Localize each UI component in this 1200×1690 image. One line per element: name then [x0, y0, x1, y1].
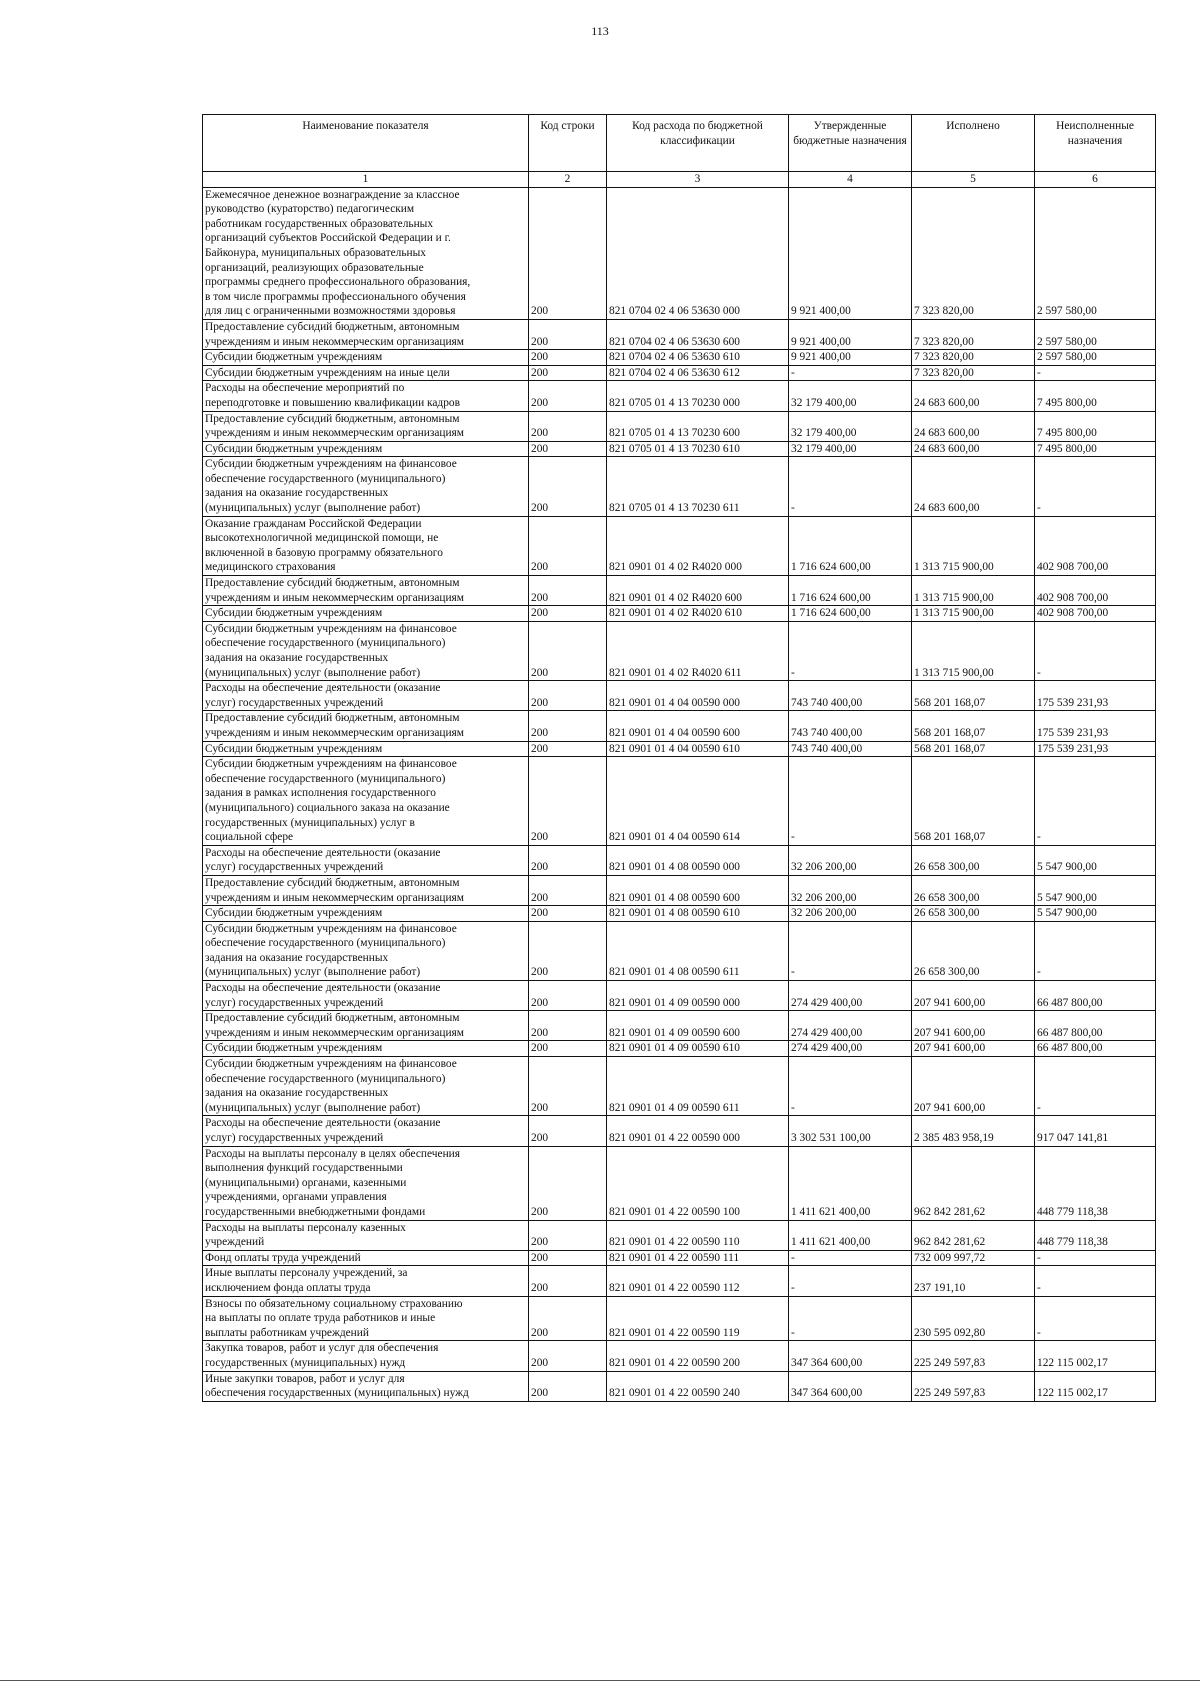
row-code: 200	[529, 621, 607, 680]
row-executed: 207 941 600,00	[912, 1011, 1035, 1041]
row-code: 200	[529, 1011, 607, 1041]
row-unexecuted: -	[1035, 757, 1156, 846]
row-unexecuted: 122 115 002,17	[1035, 1341, 1156, 1371]
row-approved: 32 206 200,00	[789, 845, 912, 875]
row-unexecuted: 66 487 800,00	[1035, 1041, 1156, 1057]
row-unexecuted: 7 495 800,00	[1035, 441, 1156, 457]
row-unexecuted: 66 487 800,00	[1035, 1011, 1156, 1041]
row-name: Субсидии бюджетным учреждениям	[203, 441, 529, 457]
row-code: 200	[529, 411, 607, 441]
table-row	[203, 350, 1156, 366]
column-number: 5	[912, 172, 1035, 188]
row-unexecuted: 175 539 231,93	[1035, 741, 1156, 757]
row-budget-code: 821 0901 01 4 02 R4020 611	[607, 621, 789, 680]
row-name: Субсидии бюджетным учреждениям на иные цели	[203, 365, 529, 381]
table-row	[203, 906, 1156, 922]
row-code: 200	[529, 1146, 607, 1220]
table-row	[203, 1220, 1156, 1250]
row-budget-code: 821 0901 01 4 02 R4020 000	[607, 516, 789, 575]
header-unexecuted: Неисполненные назначения	[1035, 115, 1156, 172]
table-row	[203, 187, 1156, 319]
row-approved: 32 179 400,00	[789, 411, 912, 441]
row-unexecuted: 2 597 580,00	[1035, 187, 1156, 319]
row-executed: 26 658 300,00	[912, 845, 1035, 875]
row-unexecuted: 448 779 118,38	[1035, 1146, 1156, 1220]
row-executed: 1 313 715 900,00	[912, 576, 1035, 606]
row-name: Расходы на обеспечение деятельности (оказание услуг) государственных учреждений	[203, 1116, 529, 1146]
table-row	[203, 1341, 1156, 1371]
row-name: Субсидии бюджетным учреждениям	[203, 741, 529, 757]
row-unexecuted: -	[1035, 1250, 1156, 1266]
row-budget-code: 821 0901 01 4 08 00590 600	[607, 875, 789, 905]
row-budget-code: 821 0901 01 4 22 00590 000	[607, 1116, 789, 1146]
row-code: 200	[529, 1341, 607, 1371]
row-budget-code: 821 0901 01 4 09 00590 611	[607, 1057, 789, 1116]
row-budget-code: 821 0901 01 4 04 00590 600	[607, 711, 789, 741]
row-unexecuted: 175 539 231,93	[1035, 681, 1156, 711]
row-code: 200	[529, 365, 607, 381]
row-approved: 32 206 200,00	[789, 906, 912, 922]
row-executed: 207 941 600,00	[912, 981, 1035, 1011]
row-code: 200	[529, 741, 607, 757]
row-budget-code: 821 0901 01 4 22 00590 110	[607, 1220, 789, 1250]
table-row	[203, 365, 1156, 381]
row-approved: 743 740 400,00	[789, 681, 912, 711]
row-budget-code: 821 0704 02 4 06 53630 610	[607, 350, 789, 366]
row-budget-code: 821 0705 01 4 13 70230 610	[607, 441, 789, 457]
row-budget-code: 821 0901 01 4 08 00590 611	[607, 921, 789, 980]
row-budget-code: 821 0704 02 4 06 53630 612	[607, 365, 789, 381]
row-approved: 9 921 400,00	[789, 319, 912, 349]
row-code: 200	[529, 606, 607, 622]
table-row	[203, 381, 1156, 411]
row-name: Взносы по обязательному социальному страхованию на выплаты по оплате труда работников и иные выплаты работникам учреждений	[203, 1296, 529, 1341]
page-number: 113	[591, 24, 609, 38]
row-name: Субсидии бюджетным учреждениям	[203, 906, 529, 922]
row-name: Субсидии бюджетным учреждениям	[203, 606, 529, 622]
row-unexecuted: -	[1035, 621, 1156, 680]
table-row	[203, 621, 1156, 680]
row-unexecuted: 917 047 141,81	[1035, 1116, 1156, 1146]
row-name: Субсидии бюджетным учреждениям на финансовое обеспечение государственного (муниципального) задания в рамках исполнения государственного (муниципального) социального заказа на оказание государственных (муниципальных) услуг в социальной сфере	[203, 757, 529, 846]
row-executed: 7 323 820,00	[912, 187, 1035, 319]
table-row	[203, 1116, 1156, 1146]
row-code: 200	[529, 441, 607, 457]
row-name: Иные выплаты персоналу учреждений, за исключением фонда оплаты труда	[203, 1266, 529, 1296]
row-executed: 225 249 597,83	[912, 1371, 1035, 1401]
row-budget-code: 821 0901 01 4 04 00590 000	[607, 681, 789, 711]
header-row-code: Код строки	[529, 115, 607, 172]
row-approved: 1 411 621 400,00	[789, 1146, 912, 1220]
row-budget-code: 821 0901 01 4 08 00590 610	[607, 906, 789, 922]
row-executed: 26 658 300,00	[912, 906, 1035, 922]
row-budget-code: 821 0901 01 4 22 00590 112	[607, 1266, 789, 1296]
row-name: Предоставление субсидий бюджетным, автономным учреждениям и иным некоммерческим организациям	[203, 1011, 529, 1041]
row-approved: 274 429 400,00	[789, 1011, 912, 1041]
table-row	[203, 1057, 1156, 1116]
row-code: 200	[529, 1220, 607, 1250]
row-name: Расходы на обеспечение деятельности (оказание услуг) государственных учреждений	[203, 845, 529, 875]
row-unexecuted: 5 547 900,00	[1035, 845, 1156, 875]
table-row	[203, 1146, 1156, 1220]
row-approved: 9 921 400,00	[789, 350, 912, 366]
row-approved: 347 364 600,00	[789, 1341, 912, 1371]
row-approved: 347 364 600,00	[789, 1371, 912, 1401]
row-executed: 1 313 715 900,00	[912, 606, 1035, 622]
row-name: Иные закупки товаров, работ и услуг для обеспечения государственных (муниципальных) нужд	[203, 1371, 529, 1401]
row-approved: 1 411 621 400,00	[789, 1220, 912, 1250]
row-unexecuted: -	[1035, 1057, 1156, 1116]
row-unexecuted: -	[1035, 1296, 1156, 1341]
row-approved: -	[789, 1296, 912, 1341]
row-executed: 225 249 597,83	[912, 1341, 1035, 1371]
column-number-row	[203, 172, 1156, 188]
row-budget-code: 821 0901 01 4 08 00590 000	[607, 845, 789, 875]
row-budget-code: 821 0901 01 4 09 00590 600	[607, 1011, 789, 1041]
row-name: Закупка товаров, работ и услуг для обеспечения государственных (муниципальных) нужд	[203, 1341, 529, 1371]
budget-execution-table	[202, 114, 1156, 1402]
column-number: 2	[529, 172, 607, 188]
row-approved: 743 740 400,00	[789, 711, 912, 741]
row-approved: 743 740 400,00	[789, 741, 912, 757]
row-executed: 1 313 715 900,00	[912, 516, 1035, 575]
row-executed: 7 323 820,00	[912, 350, 1035, 366]
row-executed: 732 009 997,72	[912, 1250, 1035, 1266]
row-name: Субсидии бюджетным учреждениям на финансовое обеспечение государственного (муниципального) задания на оказание государственных (муниципальных) услуг (выполнение работ)	[203, 621, 529, 680]
row-executed: 26 658 300,00	[912, 921, 1035, 980]
row-unexecuted: 175 539 231,93	[1035, 711, 1156, 741]
row-budget-code: 821 0901 01 4 22 00590 200	[607, 1341, 789, 1371]
row-approved: -	[789, 365, 912, 381]
row-unexecuted: 66 487 800,00	[1035, 981, 1156, 1011]
table-row	[203, 981, 1156, 1011]
row-code: 200	[529, 757, 607, 846]
row-approved: 32 206 200,00	[789, 875, 912, 905]
table-row	[203, 741, 1156, 757]
row-name: Расходы на выплаты персоналу в целях обеспечения выполнения функций государственными (муниципальными) органами, казенными учреждениями, органами управления государственными внебюджетными фондами	[203, 1146, 529, 1220]
row-budget-code: 821 0901 01 4 22 00590 240	[607, 1371, 789, 1401]
row-code: 200	[529, 319, 607, 349]
row-code: 200	[529, 875, 607, 905]
row-budget-code: 821 0901 01 4 22 00590 100	[607, 1146, 789, 1220]
table-row	[203, 681, 1156, 711]
row-unexecuted: 2 597 580,00	[1035, 319, 1156, 349]
row-name: Расходы на обеспечение мероприятий по переподготовке и повышению квалификации кадров	[203, 381, 529, 411]
table-row	[203, 1041, 1156, 1057]
table-row	[203, 441, 1156, 457]
row-unexecuted: -	[1035, 921, 1156, 980]
row-approved: -	[789, 757, 912, 846]
row-executed: 568 201 168,07	[912, 741, 1035, 757]
row-executed: 962 842 281,62	[912, 1220, 1035, 1250]
row-unexecuted: 7 495 800,00	[1035, 411, 1156, 441]
table-row	[203, 921, 1156, 980]
row-unexecuted: -	[1035, 1266, 1156, 1296]
row-executed: 7 323 820,00	[912, 365, 1035, 381]
table-row	[203, 1011, 1156, 1041]
row-code: 200	[529, 1057, 607, 1116]
row-unexecuted: 7 495 800,00	[1035, 381, 1156, 411]
bottom-scan-line	[0, 1680, 1200, 1681]
row-approved: 1 716 624 600,00	[789, 516, 912, 575]
row-approved: 32 179 400,00	[789, 441, 912, 457]
row-name: Предоставление субсидий бюджетным, автономным учреждениям и иным некоммерческим организациям	[203, 711, 529, 741]
row-code: 200	[529, 350, 607, 366]
row-executed: 24 683 600,00	[912, 411, 1035, 441]
row-name: Субсидии бюджетным учреждениям	[203, 1041, 529, 1057]
row-name: Предоставление субсидий бюджетным, автономным учреждениям и иным некоммерческим организациям	[203, 576, 529, 606]
table-row	[203, 711, 1156, 741]
row-approved: 274 429 400,00	[789, 981, 912, 1011]
table-row	[203, 1296, 1156, 1341]
row-unexecuted: 402 908 700,00	[1035, 516, 1156, 575]
row-name: Фонд оплаты труда учреждений	[203, 1250, 529, 1266]
row-budget-code: 821 0901 01 4 02 R4020 610	[607, 606, 789, 622]
row-code: 200	[529, 711, 607, 741]
row-executed: 24 683 600,00	[912, 457, 1035, 516]
row-approved: 3 302 531 100,00	[789, 1116, 912, 1146]
table-row	[203, 845, 1156, 875]
row-code: 200	[529, 906, 607, 922]
row-code: 200	[529, 981, 607, 1011]
row-budget-code: 821 0705 01 4 13 70230 000	[607, 381, 789, 411]
row-code: 200	[529, 516, 607, 575]
row-code: 200	[529, 1041, 607, 1057]
row-executed: 230 595 092,80	[912, 1296, 1035, 1341]
row-executed: 1 313 715 900,00	[912, 621, 1035, 680]
row-code: 200	[529, 576, 607, 606]
column-number: 6	[1035, 172, 1156, 188]
row-name: Ежемесячное денежное вознаграждение за классное руководство (кураторство) педагогическим работникам государственных образовательных организаций субъектов Российской Федерации и г. Байконура, муниципальных образовательных организаций, реализующих образовательные программы среднего профессионального образования, в том числе программы профессионального обучения для лиц с ограниченными возможностями здоровья	[203, 187, 529, 319]
row-budget-code: 821 0901 01 4 22 00590 111	[607, 1250, 789, 1266]
row-name: Субсидии бюджетным учреждениям на финансовое обеспечение государственного (муниципального) задания на оказание государственных (муниципальных) услуг (выполнение работ)	[203, 1057, 529, 1116]
row-unexecuted: 5 547 900,00	[1035, 875, 1156, 905]
table-row	[203, 516, 1156, 575]
row-executed: 2 385 483 958,19	[912, 1116, 1035, 1146]
row-unexecuted: 122 115 002,17	[1035, 1371, 1156, 1401]
row-name: Оказание гражданам Российской Федерации высокотехнологичной медицинской помощи, не включенной в базовую программу обязательного медицинского страхования	[203, 516, 529, 575]
table-row	[203, 411, 1156, 441]
row-executed: 207 941 600,00	[912, 1041, 1035, 1057]
table-row	[203, 875, 1156, 905]
table-row	[203, 319, 1156, 349]
table-row	[203, 1266, 1156, 1296]
row-unexecuted: 448 779 118,38	[1035, 1220, 1156, 1250]
table-row	[203, 757, 1156, 846]
header-executed: Исполнено	[912, 115, 1035, 172]
row-approved: 274 429 400,00	[789, 1041, 912, 1057]
row-approved: -	[789, 1057, 912, 1116]
row-executed: 568 201 168,07	[912, 681, 1035, 711]
table-row	[203, 576, 1156, 606]
row-name: Предоставление субсидий бюджетным, автономным учреждениям и иным некоммерческим организациям	[203, 875, 529, 905]
row-unexecuted: 402 908 700,00	[1035, 576, 1156, 606]
table-row	[203, 1250, 1156, 1266]
row-code: 200	[529, 1116, 607, 1146]
row-code: 200	[529, 457, 607, 516]
row-name: Предоставление субсидий бюджетным, автономным учреждениям и иным некоммерческим организациям	[203, 319, 529, 349]
row-code: 200	[529, 1266, 607, 1296]
row-executed: 24 683 600,00	[912, 441, 1035, 457]
table-row	[203, 606, 1156, 622]
row-budget-code: 821 0901 01 4 22 00590 119	[607, 1296, 789, 1341]
row-code: 200	[529, 381, 607, 411]
row-code: 200	[529, 187, 607, 319]
row-approved: 32 179 400,00	[789, 381, 912, 411]
row-unexecuted: 5 547 900,00	[1035, 906, 1156, 922]
row-budget-code: 821 0901 01 4 09 00590 000	[607, 981, 789, 1011]
row-executed: 24 683 600,00	[912, 381, 1035, 411]
row-executed: 237 191,10	[912, 1266, 1035, 1296]
row-name: Расходы на выплаты персоналу казенных учреждений	[203, 1220, 529, 1250]
table-row	[203, 1371, 1156, 1401]
row-executed: 7 323 820,00	[912, 319, 1035, 349]
row-budget-code: 821 0704 02 4 06 53630 000	[607, 187, 789, 319]
row-budget-code: 821 0705 01 4 13 70230 600	[607, 411, 789, 441]
row-approved: -	[789, 1266, 912, 1296]
row-code: 200	[529, 1371, 607, 1401]
row-name: Расходы на обеспечение деятельности (оказание услуг) государственных учреждений	[203, 681, 529, 711]
header-approved: Утвержденные бюджетные назначения	[789, 115, 912, 172]
column-number: 1	[203, 172, 529, 188]
row-executed: 962 842 281,62	[912, 1146, 1035, 1220]
row-name: Субсидии бюджетным учреждениям на финансовое обеспечение государственного (муниципального) задания на оказание государственных (муниципальных) услуг (выполнение работ)	[203, 457, 529, 516]
row-unexecuted: -	[1035, 365, 1156, 381]
row-approved: -	[789, 457, 912, 516]
row-executed: 26 658 300,00	[912, 875, 1035, 905]
row-executed: 207 941 600,00	[912, 1057, 1035, 1116]
row-approved: 1 716 624 600,00	[789, 576, 912, 606]
row-budget-code: 821 0901 01 4 04 00590 614	[607, 757, 789, 846]
column-number: 3	[607, 172, 789, 188]
row-code: 200	[529, 921, 607, 980]
header-indicator-name: Наименование показателя	[203, 115, 529, 172]
row-executed: 568 201 168,07	[912, 711, 1035, 741]
row-executed: 568 201 168,07	[912, 757, 1035, 846]
row-budget-code: 821 0901 01 4 02 R4020 600	[607, 576, 789, 606]
table-row	[203, 457, 1156, 516]
row-budget-code: 821 0901 01 4 09 00590 610	[607, 1041, 789, 1057]
row-budget-code: 821 0704 02 4 06 53630 600	[607, 319, 789, 349]
row-name: Расходы на обеспечение деятельности (оказание услуг) государственных учреждений	[203, 981, 529, 1011]
row-code: 200	[529, 845, 607, 875]
row-approved: 9 921 400,00	[789, 187, 912, 319]
header-budget-code: Код расхода по бюджетной классификации	[607, 115, 789, 172]
row-approved: -	[789, 621, 912, 680]
row-approved: -	[789, 1250, 912, 1266]
row-approved: 1 716 624 600,00	[789, 606, 912, 622]
row-unexecuted: 402 908 700,00	[1035, 606, 1156, 622]
column-number: 4	[789, 172, 912, 188]
header-row	[203, 115, 1156, 172]
row-name: Субсидии бюджетным учреждениям на финансовое обеспечение государственного (муниципального) задания на оказание государственных (муниципальных) услуг (выполнение работ)	[203, 921, 529, 980]
row-unexecuted: -	[1035, 457, 1156, 516]
row-code: 200	[529, 1250, 607, 1266]
row-approved: -	[789, 921, 912, 980]
row-name: Субсидии бюджетным учреждениям	[203, 350, 529, 366]
row-budget-code: 821 0705 01 4 13 70230 611	[607, 457, 789, 516]
row-budget-code: 821 0901 01 4 04 00590 610	[607, 741, 789, 757]
row-code: 200	[529, 1296, 607, 1341]
row-name: Предоставление субсидий бюджетным, автономным учреждениям и иным некоммерческим организациям	[203, 411, 529, 441]
row-unexecuted: 2 597 580,00	[1035, 350, 1156, 366]
row-code: 200	[529, 681, 607, 711]
